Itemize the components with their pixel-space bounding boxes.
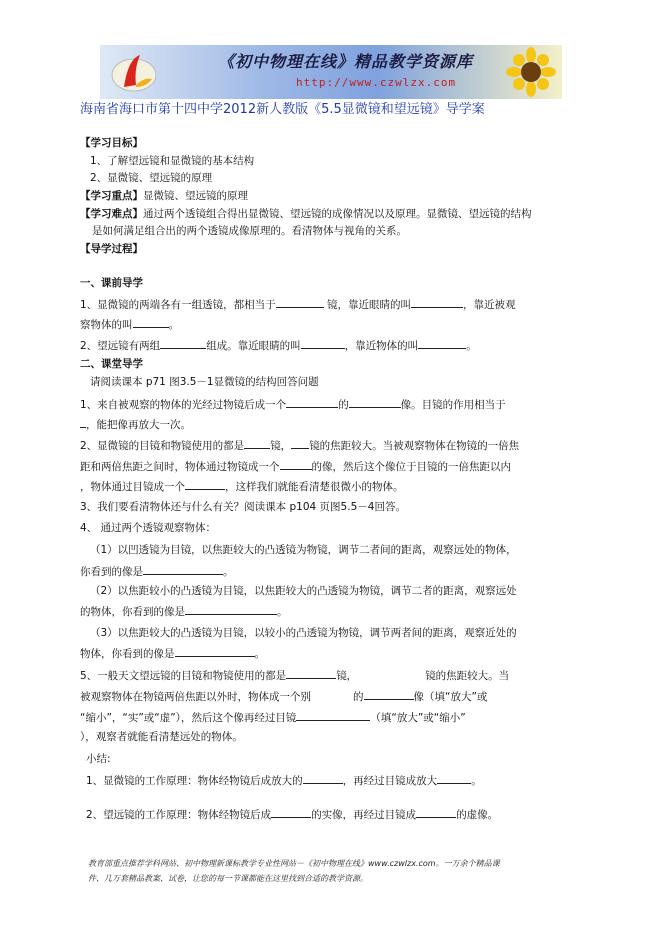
- difficulty-text-2: 是如何满足组合出的两个透镜成像原理的。看清物体与视角的关系。: [92, 225, 407, 237]
- q2-text-c: ，靠近物体的叫: [344, 340, 419, 352]
- key-text: 显微镜、望远镜的原理: [143, 190, 248, 202]
- c1-text-a: 1、来自被观察的物体的光经过物镜后成一个: [80, 399, 287, 411]
- sum1-text-a: 1、显微镜的工作原理：物体经物镜后成放大的: [86, 775, 303, 787]
- q2-text-b: 组成。靠近眼睛的叫: [206, 340, 301, 352]
- class-q5-line-2: [80, 688, 487, 704]
- summary-2: [86, 806, 498, 822]
- c4-1-blank[interactable]: [143, 563, 223, 575]
- c2-text-d: 距和两倍焦距之间时，物体通过物镜成一个: [80, 461, 280, 473]
- q1-text-a: 1、显微镜的两端各有一组透镜，都相当于: [80, 299, 276, 311]
- class-q4-3-line-2: [80, 645, 265, 661]
- c5-text-b: 镜，: [336, 670, 358, 682]
- site-logo: [106, 49, 162, 95]
- c2-blank-4[interactable]: [185, 478, 225, 490]
- c2-text-e: 的像，然后这个像位于目镜的一倍焦距以内: [311, 461, 511, 473]
- c2-blank-2[interactable]: [291, 437, 309, 449]
- footer-line-2: 件、几万套精品教案、试卷，让您的每一节课都能在这里找到合适的教学资源。: [88, 874, 368, 883]
- class-q2-line-2: [80, 458, 511, 474]
- c2-blank-1[interactable]: [244, 437, 270, 449]
- c5-text-a: 5、一般天文望远镜的目镜和物镜使用的都是: [80, 670, 287, 682]
- c4-3-text-c: 。: [254, 648, 265, 660]
- footer-note: [88, 856, 608, 886]
- sum2-text-c: 的虚像。: [456, 809, 499, 821]
- q1-text-d: 察物体的叫: [80, 319, 133, 331]
- c4-3-blank[interactable]: [175, 645, 255, 657]
- c5-text-d: 被观察物体在物镜两倍焦距以外时，物体成一个别: [80, 691, 311, 703]
- q2-blank-3[interactable]: [418, 337, 466, 349]
- q1-text-e: 。: [168, 319, 179, 331]
- q1-blank-1[interactable]: [276, 296, 324, 308]
- c1-text-c: 像。目镜的作用相当于: [400, 399, 506, 411]
- c5-text-c: 镜的焦距较大。当: [425, 670, 510, 682]
- c2-text-g: ，这样我们就能看清楚很微小的物体。: [225, 481, 404, 493]
- key-heading: 【学习重点】: [80, 190, 143, 202]
- question-1-line-2: [80, 316, 179, 332]
- class-q4-3-line-1: （3）以焦距较大的凸透镜为目镜，以较小的凸透镜为物镜，调节两者间的距离，观察近处的: [90, 627, 517, 639]
- class-q4-2-line-2: [80, 603, 288, 619]
- sum2-blank-1[interactable]: [271, 806, 311, 818]
- question-1-line-1: [80, 296, 516, 312]
- sum1-text-b: ，再经过目镜成放大: [342, 775, 438, 787]
- c2-text-b: 镜，: [270, 440, 292, 452]
- key-points: [80, 188, 248, 203]
- class-q5-line-3: [80, 709, 466, 725]
- difficulty-heading: 【学习难点】: [80, 208, 143, 220]
- c5-text-g: “缩小”，“实”或“虚”），然后这个像再经过目镜: [80, 712, 297, 724]
- sum1-blank-2[interactable]: [437, 772, 471, 784]
- sum2-text-a: 2、望远镜的工作原理：物体经物镜后成: [86, 809, 272, 821]
- sum2-text-b: 的实像，再经过目镜成: [311, 809, 417, 821]
- c2-text-a: 2、显微镜的目镜和物镜使用的都是: [80, 440, 245, 452]
- c4-1-text-c: 。: [223, 566, 234, 578]
- c1-blank-1[interactable]: [286, 396, 338, 408]
- sum1-text-c: 。: [471, 775, 482, 787]
- class-q4-1-line-2: [80, 563, 234, 579]
- c2-text-f: ，物体通过目镜成一个: [80, 481, 185, 493]
- c1-text-d: ，能把像再放大一次。: [86, 419, 191, 431]
- c5-text-f: 像（填“放大”或: [413, 691, 488, 703]
- c5-text-h: （填“放大”或“缩小”: [370, 712, 466, 724]
- c4-2-text-b: 的物体，你看到的像是: [80, 606, 185, 618]
- c1-text-b: 的: [338, 399, 349, 411]
- c4-1-text-b: 你看到的像是: [80, 566, 143, 578]
- q1-blank-3[interactable]: [133, 316, 169, 328]
- sum1-blank-1[interactable]: [303, 772, 343, 784]
- class-q2-line-1: [80, 437, 519, 453]
- sunflower-image: [506, 47, 556, 97]
- q2-blank-2[interactable]: [301, 337, 345, 349]
- q2-text-d: 。: [466, 340, 477, 352]
- c4-2-blank[interactable]: [185, 603, 277, 615]
- difficulty: [80, 206, 532, 221]
- c4-3-text-b: 物体，你看到的像是: [80, 648, 175, 660]
- q1-blank-2[interactable]: [411, 296, 463, 308]
- goals-heading: 【学习目标】: [80, 137, 143, 149]
- class-q4: 4、 通过两个透镜观察物体：: [80, 522, 217, 534]
- banner-title: 《初中物理在线》精品教学资源库: [218, 52, 474, 71]
- c4-2-text-c: 。: [277, 606, 288, 618]
- summary-heading: 小结:: [86, 753, 111, 765]
- sum2-blank-2[interactable]: [416, 806, 456, 818]
- q2-blank-1[interactable]: [160, 337, 206, 349]
- document-title: 海南省海口市第十四中学2012新人教版《5.5显微镜和望远镜》导学案: [80, 102, 485, 117]
- c5-text-e: 的: [353, 691, 364, 703]
- class-q1-line-2: [80, 416, 191, 432]
- header-banner: [100, 45, 562, 99]
- difficulty-text-1: 通过两个透镜组合得出显微镜、望远镜的成像情况以及原理。显微镜、望远镜的结构: [143, 208, 532, 220]
- reading-instruction: 请阅读课本 p71 图3.5－1显微镜的结构回答问题: [90, 376, 319, 388]
- section-1-heading: 一、课前导学: [80, 277, 143, 289]
- class-q2-line-3: [80, 478, 404, 494]
- c5-blank-2[interactable]: [364, 688, 414, 700]
- q2-text-a: 2、望远镜有两组: [80, 340, 161, 352]
- class-q4-2-line-1: （2）以焦距较小的凸透镜为目镜，以焦距较大的凸透镜为物镜，调节二者的距离，观察远处: [90, 585, 517, 597]
- c1-blank-2[interactable]: [349, 396, 401, 408]
- q1-text-b: 镜，靠近眼睛的叫: [327, 299, 412, 311]
- c5-blank-3[interactable]: [296, 709, 370, 721]
- class-q5-line-4: ），观察者就能看清楚远处的物体。: [80, 731, 243, 743]
- c5-blank-1[interactable]: [286, 667, 336, 679]
- c2-text-c: 镜的焦距较大。当被观察物体在物镜的一倍焦: [309, 440, 520, 452]
- goal-item-2: 2、显微镜、望远镜的原理: [90, 172, 213, 184]
- class-q3: 3、我们要看清物体还与什么有关？阅读课本 p104 页图5.5－4回答。: [80, 501, 406, 513]
- c2-blank-3[interactable]: [280, 458, 312, 470]
- section-2-heading: 二、课堂导学: [80, 358, 143, 370]
- goal-item-1: 1、了解望远镜和显微镜的基本结构: [90, 155, 255, 167]
- process-heading: 【导学过程】: [80, 243, 143, 255]
- summary-1: [86, 772, 482, 788]
- class-q4-1-line-1: （1）以凹透镜为目镜，以焦距较大的凸透镜为物镜，调节二者间的距离，观察远处的物体，: [90, 544, 517, 556]
- footer-line-1: 教育部重点推荐学科网站、初中物理新课标教学专业性网站－《初中物理在线》www.czwlzx.com。一万余个精品课: [88, 859, 500, 868]
- banner-url[interactable]: http://www.czwlzx.com: [296, 76, 457, 89]
- q1-text-c: ，靠近被观: [463, 299, 516, 311]
- question-2: [80, 337, 477, 353]
- class-q5-line-1: [80, 667, 509, 683]
- class-q1-line-1: [80, 396, 506, 412]
